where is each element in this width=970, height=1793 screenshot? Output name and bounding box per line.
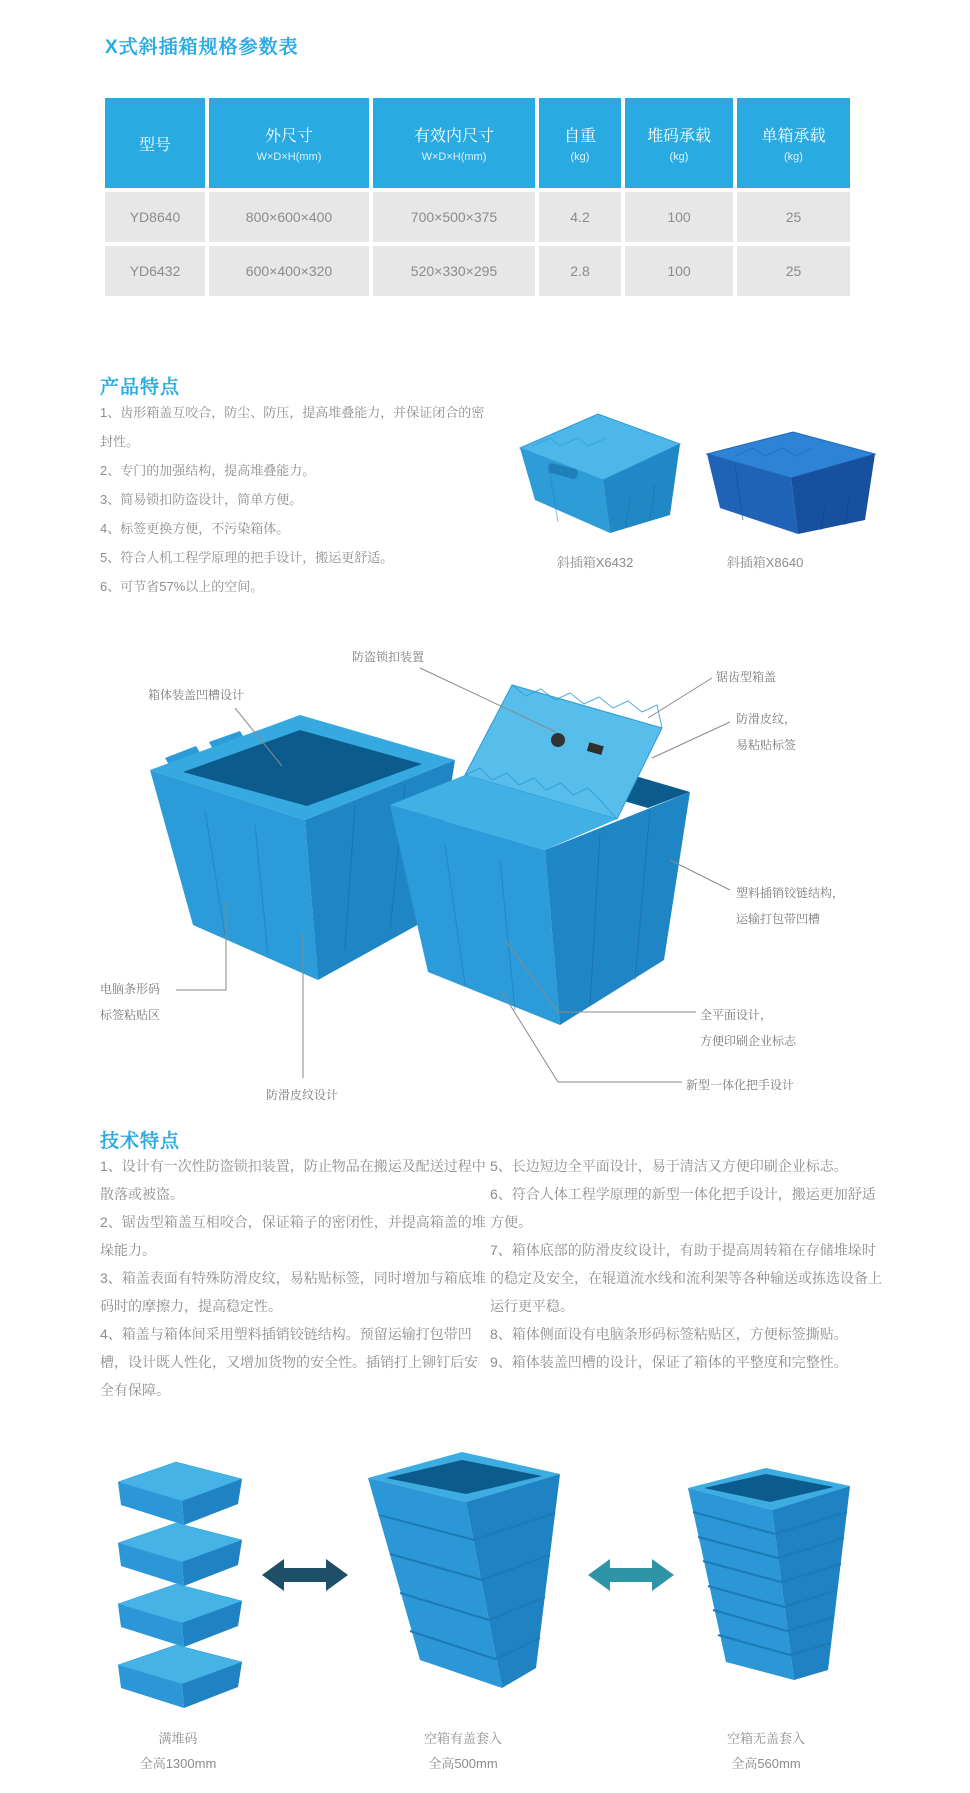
callout-handle: 新型一体化把手设计	[686, 1078, 795, 1092]
lock-knob-icon	[551, 733, 565, 747]
stack-caption-height: 全高560mm	[731, 1756, 801, 1771]
product-features-heading: 产品特点	[100, 377, 181, 398]
callout-flat-design-line2: 方便印刷企业标志	[700, 1034, 797, 1048]
header-sub-label: W×D×H(mm)	[421, 151, 487, 163]
feature-item: 1、齿形箱盖互咬合，防尘、防压，提高堆叠能力，并保证闭合的密封性。	[100, 405, 485, 449]
header-label: 外尺寸	[264, 128, 313, 145]
tech-feature-item: 3、箱盖表面有特殊防滑皮纹，易粘贴标签，同时增加与箱底堆码时的摩擦力，提高稳定性。	[100, 1270, 486, 1314]
header-label: 型号	[138, 136, 171, 154]
header-label: 自重	[563, 128, 596, 145]
stack-caption-full	[98, 1726, 258, 1776]
double-arrow-icon	[588, 1559, 674, 1591]
stacking-illustrations	[0, 1440, 970, 1730]
technical-features-heading: 技术特点	[100, 1131, 181, 1152]
tech-feature-item: 9、箱体装盖凹槽的设计，保证了箱体的平整度和完整性。	[490, 1354, 848, 1370]
tech-feature-item: 6、符合人体工程学原理的新型一体化把手设计，搬运更加舒适方便。	[490, 1186, 876, 1230]
callout-barcode-line1: 电脑条形码	[100, 982, 161, 996]
technical-features-left-column	[100, 1152, 488, 1404]
table-header-weight	[539, 98, 621, 188]
table-header-model	[105, 98, 205, 188]
header-label: 堆码承载	[646, 128, 711, 145]
table-cell-weight: 4.2	[539, 192, 621, 242]
table-header-outer-size	[209, 98, 369, 188]
header-sub-label: W×D×H(mm)	[256, 151, 322, 163]
table-cell-box-load: 25	[737, 192, 850, 242]
product-photo-x6432	[500, 400, 690, 548]
technical-features-right-column	[490, 1152, 886, 1376]
double-arrow-icon	[262, 1559, 348, 1591]
product-photo-x8640	[695, 412, 885, 548]
feature-item: 3、简易锁扣防盗设计，简单方便。	[100, 492, 303, 507]
callout-antislip-label-line1: 防滑皮纹，	[736, 712, 797, 726]
diagram-illustration	[0, 620, 970, 1120]
table-header-inner-size	[373, 98, 535, 188]
feature-item: 5、符合人机工程学原理的把手设计，搬运更舒适。	[100, 550, 394, 565]
stack-nested-with-lids-illustration	[368, 1452, 560, 1688]
tech-feature-item: 8、箱体侧面设有电脑条形码标签粘贴区，方便标签撕贴。	[490, 1326, 848, 1342]
tech-feature-item: 4、箱盖与箱体间采用塑料插销铰链结构。预留运输打包带凹槽，设计既人性化，又增加货物的安全性。插销打上铆钉后安全有保障。	[100, 1326, 478, 1398]
callout-antislip-label-line2: 易粘贴标签	[736, 738, 797, 752]
table-cell-inner: 520×330×295	[373, 246, 535, 296]
header-label: 有效内尺寸	[413, 128, 494, 145]
table-cell-outer: 800×600×400	[209, 192, 369, 242]
table-cell-outer: 600×400×320	[209, 246, 369, 296]
table-header-box-load	[737, 98, 850, 188]
page-title: X式斜插箱规格参数表	[105, 37, 299, 58]
callout-sawtooth-lid: 锯齿型箱盖	[716, 670, 777, 684]
diagram-lidded-box	[390, 685, 690, 1025]
tech-feature-item: 7、箱体底部的防滑皮纹设计，有助于提高周转箱在存储堆垛时的稳定及安全，在辊道流水线和流利架等各种输送或拣选设备上运行更平稳。	[490, 1242, 882, 1314]
callout-hinge-line1: 塑料插销铰链结构，	[736, 886, 845, 900]
callout-antislip-design: 防滑皮纹设计	[266, 1088, 339, 1102]
feature-item: 2、专门的加强结构，提高堆叠能力。	[100, 463, 316, 478]
table-cell-stack-load: 100	[625, 246, 733, 296]
stack-nested-no-lids-illustration	[688, 1468, 850, 1680]
product-features-list	[100, 398, 490, 601]
header-sub-label: (kg)	[669, 151, 689, 163]
callout-barcode-line2: 标签粘贴区	[100, 1008, 161, 1022]
callout-hinge-line2: 运输打包带凹槽	[736, 912, 821, 926]
stack-caption-height: 全高500mm	[428, 1756, 498, 1771]
feature-item: 4、标签更换方便，不污染箱体。	[100, 521, 290, 536]
tech-feature-item: 5、长边短边全平面设计，易于清洁又方便印刷企业标志。	[490, 1158, 848, 1174]
photo-caption-x8640: 斜插箱X8640	[726, 555, 804, 570]
callout-anti-theft-lock: 防盗锁扣装置	[352, 650, 425, 664]
spec-table	[105, 98, 850, 296]
stack-caption-name: 满堆码	[158, 1731, 198, 1746]
stack-caption-height: 全高1300mm	[139, 1756, 217, 1771]
header-label: 单箱承载	[761, 128, 826, 145]
tech-feature-item: 2、锯齿型箱盖互相咬合，保证箱子的密闭性，并提高箱盖的堆垛能力。	[100, 1214, 486, 1258]
header-sub-label: (kg)	[570, 151, 590, 163]
stack-caption-no-lids	[686, 1726, 846, 1776]
stack-caption-name: 空箱有盖套入	[423, 1731, 502, 1746]
callout-lid-groove: 箱体装盖凹槽设计	[148, 688, 245, 702]
feature-item: 6、可节省57%以上的空间。	[100, 579, 264, 594]
photo-caption-x6432: 斜插箱X6432	[556, 555, 634, 570]
table-cell-box-load: 25	[737, 246, 850, 296]
table-cell-inner: 700×500×375	[373, 192, 535, 242]
stack-caption-name: 空箱无盖套入	[726, 1731, 805, 1746]
table-cell-model: YD8640	[105, 192, 205, 242]
stack-full-illustration	[118, 1462, 242, 1708]
table-cell-weight: 2.8	[539, 246, 621, 296]
table-cell-model: YD6432	[105, 246, 205, 296]
table-cell-stack-load: 100	[625, 192, 733, 242]
callout-flat-design-line1: 全平面设计，	[700, 1008, 773, 1022]
table-header-stack-load	[625, 98, 733, 188]
tech-feature-item: 1、设计有一次性防盗锁扣装置，防止物品在搬运及配送过程中散落或被盗。	[100, 1158, 486, 1202]
stack-caption-with-lids	[383, 1726, 543, 1776]
header-sub-label: (kg)	[784, 151, 803, 163]
